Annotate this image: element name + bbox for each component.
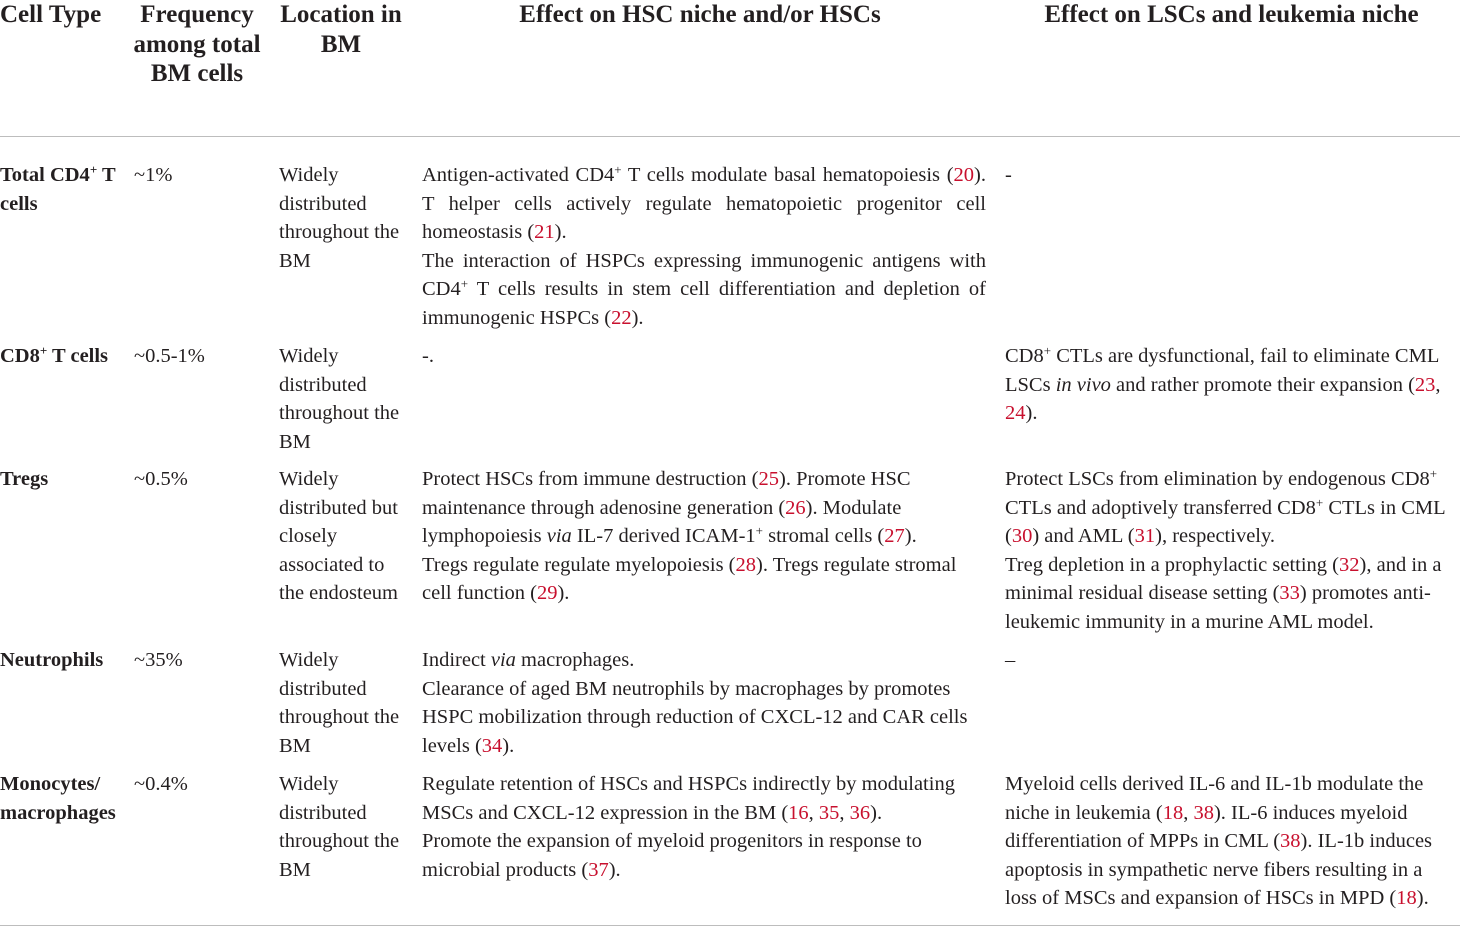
table-row (0, 754, 1460, 924)
cell-location: Widely distributed throughout the BM (279, 164, 400, 272)
cell-effect-hsc: Antigen-activated CD4+ T cells modulate basal hematopoiesis (20). T helper cells actively regulate hematopoietic progenitor cell homeostasis (21). The interaction of HSPCs expressing immunogenic antigens with CD4+ T cells results in stem cell differentiation and depletion of immunogenic HSPCs (22). (422, 162, 986, 329)
cell-frequency: ~1% (134, 164, 173, 186)
cell-effect-lsc: – (1005, 649, 1016, 671)
table-row (0, 145, 1460, 330)
cell-effect-hsc: Protect HSCs from immune destruction (25). Promote HSC maintenance through adenosine generation (26). Modulate lymphopoiesis via IL-7 derived ICAM-1+ stromal cells (27). Tregs regulate regulate myelopoiesis (28). Tregs regulate stromal cell function (29). (422, 468, 957, 605)
header-effect-lsc: Effect on LSCs and leukemia niche (1044, 1, 1419, 28)
cell-type: Total CD4+ T cells (0, 162, 116, 215)
table-header (0, 0, 1460, 137)
cell-effect-lsc: - (1005, 164, 1012, 186)
header-effect-hsc: Effect on HSC niche and/or HSCs (519, 1, 881, 28)
header-location: Location in BM (280, 1, 402, 58)
cell-frequency: ~0.5-1% (134, 345, 205, 367)
table-row (0, 630, 1460, 757)
cell-type: Tregs (0, 468, 49, 490)
cell-location: Widely distributed throughout the BM (279, 649, 400, 757)
cell-location: Widely distributed but closely associated to the endosteum (279, 468, 399, 605)
cell-effect-hsc: Indirect via macrophages. Clearance of aged BM neutrophils by macrophages by promotes HSPC mobilization through reduction of CXCL-12 and CAR cells levels (34). (422, 649, 968, 757)
cell-effect-lsc: CD8+ CTLs are dysfunctional, fail to eliminate CML LSCs in vivo and rather promote their expansion (23, 24). (1005, 343, 1441, 425)
cell-effect-lsc: Protect LSCs from elimination by endogenous CD8+ CTLs and adoptively transferred CD8+ CTLs in CML (30) and AML (31), respectively. Treg depletion in a prophylactic setting (32), and in a minimal residual disease setting (33) promotes anti-leukemic immunity in a murine AML model. (1005, 466, 1445, 633)
cell-type: CD8+ T cells (0, 343, 109, 367)
cell-frequency: ~35% (134, 649, 183, 671)
header-cell-type: Cell Type (0, 1, 102, 28)
cell-frequency: ~0.5% (134, 468, 188, 490)
cell-type: Monocytes/ macrophages (0, 773, 116, 824)
table-bottom-rule (0, 925, 1460, 926)
table-row (0, 326, 1460, 453)
cell-location: Widely distributed throughout the BM (279, 773, 400, 881)
cell-effect-hsc: Regulate retention of HSCs and HSPCs indirectly by modulating MSCs and CXCL-12 expression in the BM (16, 35, 36). Promote the expansion of myeloid progenitors in response to microbial products (37). (422, 773, 955, 881)
table-row (0, 449, 1460, 634)
header-frequency: Frequency among total BM cells (133, 1, 261, 87)
cell-frequency: ~0.4% (134, 773, 188, 795)
cell-location: Widely distributed throughout the BM (279, 345, 400, 453)
cell-type: Neutrophils (0, 649, 104, 671)
cell-effect-hsc: -. (422, 345, 434, 367)
cell-effect-lsc: Myeloid cells derived IL-6 and IL-1b modulate the niche in leukemia (18, 38). IL-6 induces myeloid differentiation of MPPs in CML (38). IL-1b induces apoptosis in sympathetic nerve fibers resulting in a loss of MSCs and expansion of HSCs in MPD (18). (1005, 773, 1433, 910)
